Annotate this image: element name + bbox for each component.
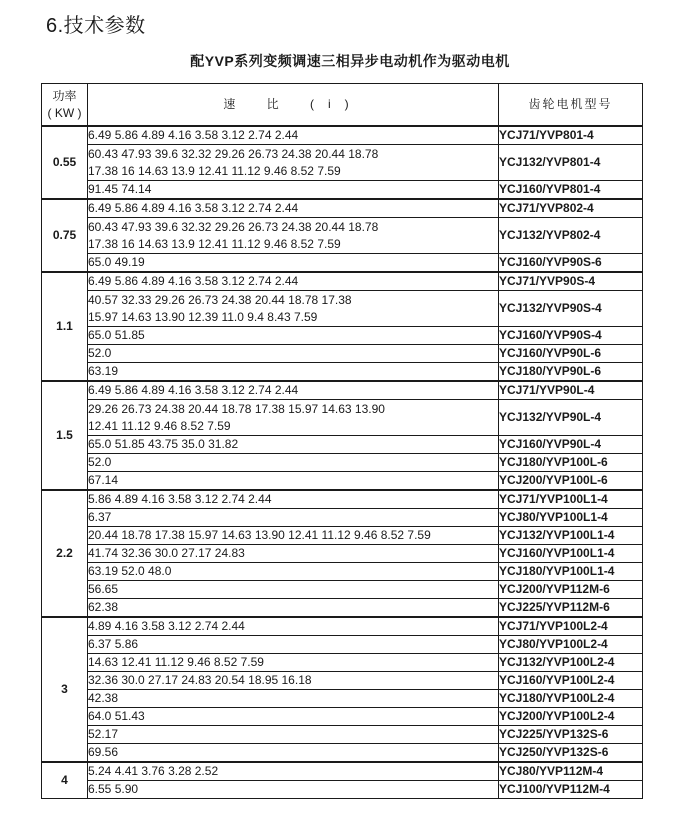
ratio-cell (88, 181, 499, 200)
power-cell: 2.2 (42, 490, 88, 617)
model-cell: YCJ80/YVP100L2-4 (499, 636, 643, 654)
ratio-line: 5.86 4.89 4.16 3.58 3.12 2.74 2.44 (88, 492, 272, 506)
model-cell: YCJ132/YVP90L-4 (499, 400, 643, 436)
model-cell: YCJ160/YVP801-4 (499, 181, 643, 200)
model-cell: YCJ132/YVP100L1-4 (499, 527, 643, 545)
table-body (42, 126, 643, 799)
ratio-line: 20.44 18.78 17.38 15.97 14.63 13.90 12.41 11.12 9.46 8.52 7.59 (88, 528, 431, 542)
ratio-cell (88, 599, 499, 618)
table-title: 配YVP系列变频调速三相异步电动机作为驱动电机 (190, 53, 510, 69)
model-cell: YCJ71/YVP100L1-4 (499, 490, 643, 509)
ratio-cell (88, 272, 499, 291)
model-cell: YCJ160/YVP90S-6 (499, 254, 643, 273)
model-cell: YCJ80/YVP112M-4 (499, 762, 643, 781)
ratio-line: 91.45 74.14 (88, 182, 152, 196)
ratio-line: 4.89 4.16 3.58 3.12 2.74 2.44 (88, 619, 245, 633)
power-cell: 1.5 (42, 381, 88, 490)
model-cell: YCJ71/YVP90L-4 (499, 381, 643, 400)
model-cell: YCJ180/YVP100L1-4 (499, 563, 643, 581)
model-cell: YCJ160/YVP90S-4 (499, 327, 643, 345)
table-row (42, 672, 643, 690)
table-row (42, 327, 643, 345)
table-row (42, 509, 643, 527)
table-row (42, 708, 643, 726)
ratio-line: 64.0 51.43 (88, 709, 145, 723)
model-cell: YCJ71/YVP801-4 (499, 126, 643, 145)
power-cell: 0.55 (42, 126, 88, 199)
model-cell: YCJ80/YVP100L1-4 (499, 509, 643, 527)
ratio-line: 63.19 (88, 364, 119, 378)
model-cell: YCJ180/YVP100L-6 (499, 454, 643, 472)
ratio-line: 5.24 4.41 3.76 3.28 2.52 (88, 764, 219, 778)
model-cell: YCJ250/YVP132S-6 (499, 744, 643, 763)
model-cell: YCJ225/YVP132S-6 (499, 726, 643, 744)
ratio-line: 6.49 5.86 4.89 4.16 3.58 3.12 2.74 2.44 (88, 383, 299, 397)
ratio-cell (88, 581, 499, 599)
ratio-cell (88, 126, 499, 145)
ratio-line: 69.56 (88, 745, 119, 759)
model-cell: YCJ200/YVP100L2-4 (499, 708, 643, 726)
power-cell: 3 (42, 617, 88, 762)
ratio-line: 40.57 32.33 29.26 26.73 24.38 20.44 18.78 17.38 (88, 292, 352, 307)
table-row (42, 527, 643, 545)
ratio-line: 62.38 (88, 600, 119, 614)
table-row (42, 291, 643, 327)
ratio-line: 14.63 12.41 11.12 9.46 8.52 7.59 (88, 655, 264, 669)
table-row (42, 381, 643, 400)
ratio-line: 6.49 5.86 4.89 4.16 3.58 3.12 2.74 2.44 (88, 128, 299, 142)
model-cell: YCJ180/YVP100L2-4 (499, 690, 643, 708)
header-power-line2: ( KW ) (47, 105, 82, 120)
table-row (42, 272, 643, 291)
ratio-cell (88, 254, 499, 273)
table-row (42, 254, 643, 273)
ratio-cell (88, 345, 499, 363)
power-cell: 4 (42, 762, 88, 799)
ratio-cell (88, 527, 499, 545)
spec-table (41, 83, 643, 799)
table-row (42, 636, 643, 654)
ratio-cell (88, 454, 499, 472)
table-row (42, 126, 643, 145)
header-ratio: 速 比 (i) (88, 84, 499, 127)
table-row (42, 690, 643, 708)
ratio-line: 6.49 5.86 4.89 4.16 3.58 3.12 2.74 2.44 (88, 274, 299, 288)
model-cell: YCJ71/YVP100L2-4 (499, 617, 643, 636)
ratio-line: 67.14 (88, 473, 119, 487)
table-row (42, 563, 643, 581)
ratio-cell (88, 436, 499, 454)
ratio-line: 15.97 14.63 13.90 12.39 11.0 9.4 8.43 7.59 (88, 309, 318, 324)
ratio-cell (88, 381, 499, 400)
model-cell: YCJ160/YVP100L1-4 (499, 545, 643, 563)
ratio-line: 60.43 47.93 39.6 32.32 29.26 26.73 24.38 20.44 18.78 (88, 146, 379, 161)
ratio-line: 52.17 (88, 727, 119, 741)
model-cell: YCJ160/YVP100L2-4 (499, 672, 643, 690)
header-row (42, 84, 643, 127)
ratio-cell (88, 744, 499, 763)
section-heading: 6.技术参数 (46, 15, 146, 37)
table-row (42, 218, 643, 254)
ratio-cell (88, 781, 499, 799)
model-cell: YCJ160/YVP90L-6 (499, 345, 643, 363)
model-cell: YCJ200/YVP112M-6 (499, 581, 643, 599)
ratio-cell (88, 509, 499, 527)
table-row (42, 744, 643, 763)
ratio-cell (88, 490, 499, 509)
table-row (42, 781, 643, 799)
ratio-line: 60.43 47.93 39.6 32.32 29.26 26.73 24.38 20.44 18.78 (88, 219, 379, 234)
model-cell: YCJ160/YVP90L-4 (499, 436, 643, 454)
model-cell: YCJ132/YVP90S-4 (499, 291, 643, 327)
ratio-cell (88, 563, 499, 581)
ratio-line: 17.38 16 14.63 13.9 12.41 11.12 9.46 8.52 7.59 (88, 163, 341, 178)
table-row (42, 581, 643, 599)
ratio-line: 65.0 51.85 (88, 328, 145, 342)
table-row (42, 599, 643, 618)
table-row (42, 654, 643, 672)
ratio-cell (88, 708, 499, 726)
table-row (42, 181, 643, 200)
table-row (42, 617, 643, 636)
ratio-cell (88, 363, 499, 382)
ratio-cell (88, 400, 499, 436)
table-row (42, 726, 643, 744)
ratio-cell (88, 545, 499, 563)
table-row (42, 545, 643, 563)
ratio-line: 65.0 49.19 (88, 255, 145, 269)
table-row (42, 436, 643, 454)
ratio-line: 6.37 5.86 (88, 637, 139, 651)
table-row (42, 145, 643, 181)
header-power-line1: 功率 (52, 88, 77, 103)
model-cell: YCJ71/YVP90S-4 (499, 272, 643, 291)
model-cell: YCJ71/YVP802-4 (499, 199, 643, 218)
ratio-line: 42.38 (88, 691, 119, 705)
table-header (42, 84, 643, 127)
ratio-cell (88, 636, 499, 654)
model-cell: YCJ200/YVP100L-6 (499, 472, 643, 491)
ratio-line: 6.37 (88, 510, 112, 524)
model-cell: YCJ132/YVP802-4 (499, 218, 643, 254)
ratio-cell (88, 690, 499, 708)
ratio-line: 17.38 16 14.63 13.9 12.41 11.12 9.46 8.52 7.59 (88, 236, 341, 251)
model-cell: YCJ100/YVP112M-4 (499, 781, 643, 799)
ratio-line: 65.0 51.85 43.75 35.0 31.82 (88, 437, 239, 451)
model-cell: YCJ132/YVP100L2-4 (499, 654, 643, 672)
ratio-line: 6.55 5.90 (88, 782, 139, 796)
ratio-line: 52.0 (88, 346, 112, 360)
power-cell: 1.1 (42, 272, 88, 381)
table-row (42, 345, 643, 363)
table-row (42, 199, 643, 218)
model-cell: YCJ225/YVP112M-6 (499, 599, 643, 618)
ratio-cell (88, 726, 499, 744)
header-power (42, 84, 88, 127)
ratio-line: 32.36 30.0 27.17 24.83 20.54 18.95 16.18 (88, 673, 312, 687)
ratio-cell (88, 617, 499, 636)
table-row (42, 490, 643, 509)
table-row (42, 762, 643, 781)
ratio-cell (88, 472, 499, 491)
ratio-line: 29.26 26.73 24.38 20.44 18.78 17.38 15.97 14.63 13.90 (88, 401, 385, 416)
ratio-cell (88, 291, 499, 327)
table-row (42, 454, 643, 472)
ratio-line: 41.74 32.36 30.0 27.17 24.83 (88, 546, 245, 560)
ratio-line: 12.41 11.12 9.46 8.52 7.59 (88, 418, 231, 433)
ratio-line: 6.49 5.86 4.89 4.16 3.58 3.12 2.74 2.44 (88, 201, 299, 215)
ratio-line: 63.19 52.0 48.0 (88, 564, 172, 578)
ratio-cell (88, 762, 499, 781)
header-model: 齿轮电机型号 (499, 84, 643, 127)
model-cell: YCJ132/YVP801-4 (499, 145, 643, 181)
power-cell: 0.75 (42, 199, 88, 272)
ratio-cell (88, 199, 499, 218)
ratio-cell (88, 327, 499, 345)
ratio-cell (88, 145, 499, 181)
table-row (42, 472, 643, 491)
table-row (42, 363, 643, 382)
model-cell: YCJ180/YVP90L-6 (499, 363, 643, 382)
ratio-line: 52.0 (88, 455, 112, 469)
ratio-cell (88, 654, 499, 672)
table-row (42, 400, 643, 436)
ratio-cell (88, 218, 499, 254)
ratio-cell (88, 672, 499, 690)
ratio-line: 56.65 (88, 582, 119, 596)
